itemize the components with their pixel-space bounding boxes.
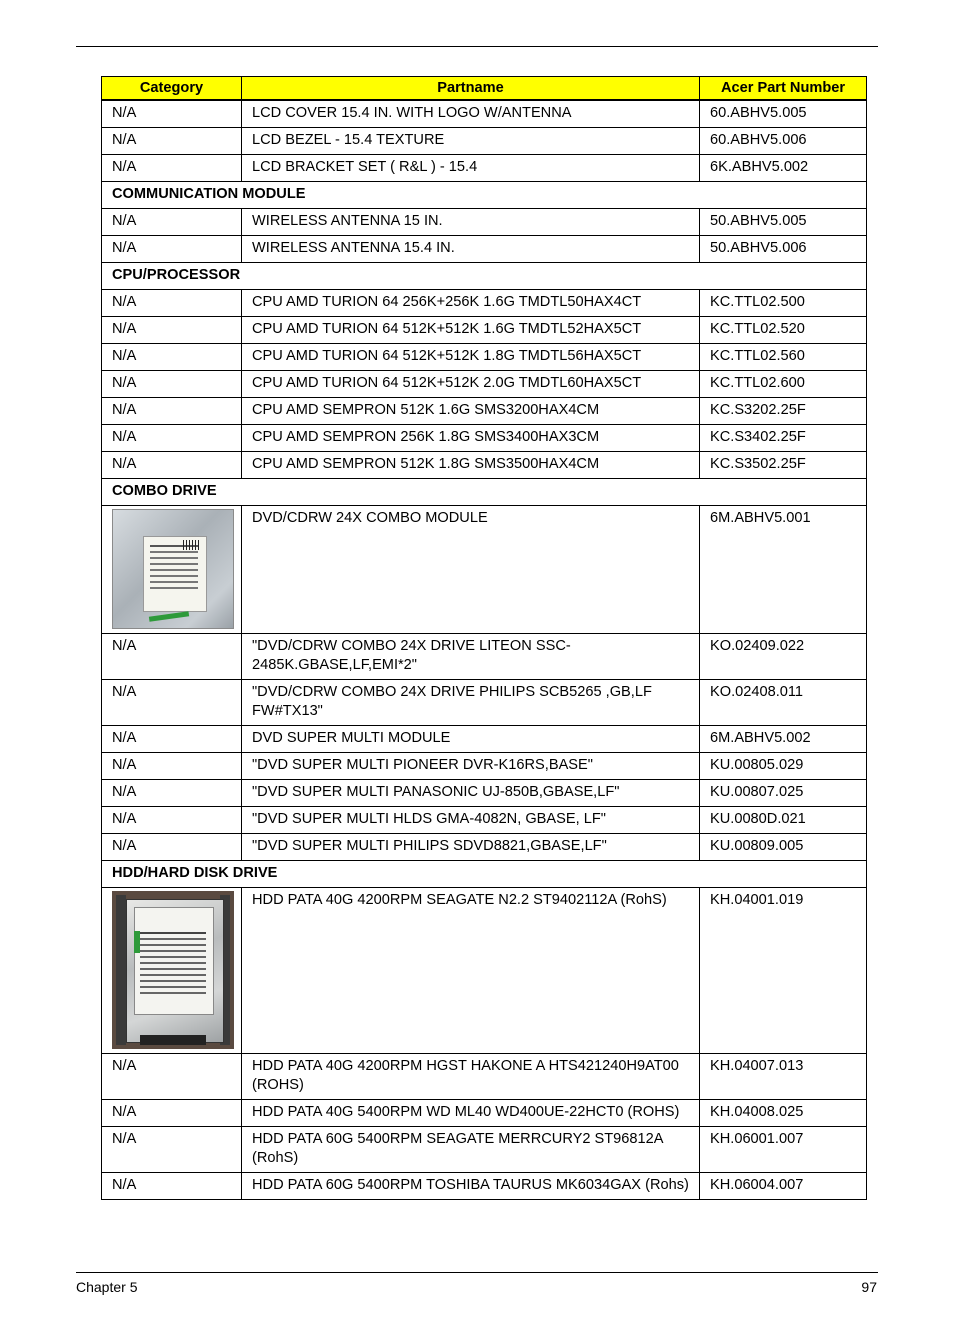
cell-part-number: KO.02409.022	[700, 634, 867, 680]
column-header-partname: Partname	[242, 77, 700, 101]
cell-part-number: KC.S3202.25F	[700, 398, 867, 425]
section-row-combo-drive	[102, 479, 867, 506]
cell-partname: "DVD/CDRW COMBO 24X DRIVE PHILIPS SCB5265 ,GB,LF FW#TX13"	[242, 680, 700, 726]
table-row	[102, 425, 867, 452]
cell-part-number: KU.0080D.021	[700, 807, 867, 834]
table-row	[102, 100, 867, 128]
column-header-part-number: Acer Part Number	[700, 77, 867, 101]
cell-part-number: 6M.ABHV5.002	[700, 726, 867, 753]
table-row	[102, 344, 867, 371]
cell-category: N/A	[102, 753, 242, 780]
cell-partname: CPU AMD SEMPRON 512K 1.6G SMS3200HAX4CM	[242, 398, 700, 425]
table-row	[102, 290, 867, 317]
cell-partname: CPU AMD TURION 64 512K+512K 2.0G TMDTL60HAX5CT	[242, 371, 700, 398]
table-row-with-image	[102, 506, 867, 634]
cell-partname: CPU AMD SEMPRON 256K 1.8G SMS3400HAX3CM	[242, 425, 700, 452]
cell-part-number: KH.06001.007	[700, 1127, 867, 1173]
cell-partname: "DVD SUPER MULTI PHILIPS SDVD8821,GBASE,LF"	[242, 834, 700, 861]
section-title: HDD/HARD DISK DRIVE	[102, 861, 867, 888]
hard-disk-photo	[112, 891, 234, 1049]
table-row	[102, 726, 867, 753]
cell-part-number: KC.S3402.25F	[700, 425, 867, 452]
table-row	[102, 780, 867, 807]
table-row	[102, 317, 867, 344]
cell-partname: HDD PATA 40G 4200RPM HGST HAKONE A HTS421240H9AT00 (ROHS)	[242, 1054, 700, 1100]
cell-partname: "DVD/CDRW COMBO 24X DRIVE LITEON SSC-2485K.GBASE,LF,EMI*2"	[242, 634, 700, 680]
cell-partname: LCD BEZEL - 15.4 TEXTURE	[242, 128, 700, 155]
cell-part-number: KC.S3502.25F	[700, 452, 867, 479]
cell-category: N/A	[102, 634, 242, 680]
table-row	[102, 452, 867, 479]
cell-category: N/A	[102, 128, 242, 155]
section-title: COMBO DRIVE	[102, 479, 867, 506]
cell-part-number: KC.TTL02.560	[700, 344, 867, 371]
section-row-cpu	[102, 263, 867, 290]
cell-category: N/A	[102, 344, 242, 371]
cell-part-number: 60.ABHV5.005	[700, 100, 867, 128]
parts-table	[101, 76, 867, 1200]
cell-part-number: KU.00807.025	[700, 780, 867, 807]
cell-part-number: KO.02408.011	[700, 680, 867, 726]
table-row	[102, 128, 867, 155]
cell-part-number: KH.06004.007	[700, 1173, 867, 1200]
cell-part-number: KH.04001.019	[700, 888, 867, 1054]
cell-part-number: KH.04008.025	[700, 1100, 867, 1127]
cell-partname: LCD COVER 15.4 IN. WITH LOGO W/ANTENNA	[242, 100, 700, 128]
table-row	[102, 1054, 867, 1100]
cell-category: N/A	[102, 726, 242, 753]
cell-category: N/A	[102, 371, 242, 398]
cell-part-number: 60.ABHV5.006	[700, 128, 867, 155]
cell-category: N/A	[102, 100, 242, 128]
cell-image	[102, 888, 242, 1054]
cell-partname: "DVD SUPER MULTI PANASONIC UJ-850B,GBASE,LF"	[242, 780, 700, 807]
section-title: COMMUNICATION MODULE	[102, 182, 867, 209]
cell-part-number: KU.00809.005	[700, 834, 867, 861]
cell-partname: CPU AMD SEMPRON 512K 1.8G SMS3500HAX4CM	[242, 452, 700, 479]
table-row	[102, 807, 867, 834]
table-row	[102, 398, 867, 425]
cell-partname: LCD BRACKET SET ( R&L ) - 15.4	[242, 155, 700, 182]
cell-part-number: KU.00805.029	[700, 753, 867, 780]
cell-category: N/A	[102, 317, 242, 344]
cell-category: N/A	[102, 236, 242, 263]
cell-part-number: KH.04007.013	[700, 1054, 867, 1100]
footer-page-number: 97	[861, 1279, 877, 1295]
cell-category: N/A	[102, 155, 242, 182]
section-row-hdd	[102, 861, 867, 888]
cell-partname: WIRELESS ANTENNA 15.4 IN.	[242, 236, 700, 263]
cell-part-number: KC.TTL02.520	[700, 317, 867, 344]
cell-part-number: 6M.ABHV5.001	[700, 506, 867, 634]
cell-partname: CPU AMD TURION 64 512K+512K 1.8G TMDTL56HAX5CT	[242, 344, 700, 371]
cell-category: N/A	[102, 209, 242, 236]
cell-category: N/A	[102, 1100, 242, 1127]
column-header-category: Category	[102, 77, 242, 101]
cell-partname: CPU AMD TURION 64 256K+256K 1.6G TMDTL50HAX4CT	[242, 290, 700, 317]
cell-part-number: 50.ABHV5.005	[700, 209, 867, 236]
table-row	[102, 1127, 867, 1173]
cell-partname: DVD SUPER MULTI MODULE	[242, 726, 700, 753]
cell-partname: WIRELESS ANTENNA 15 IN.	[242, 209, 700, 236]
table-row	[102, 155, 867, 182]
cell-partname: DVD/CDRW 24X COMBO MODULE	[242, 506, 700, 634]
cell-partname: HDD PATA 40G 5400RPM WD ML40 WD400UE-22HCT0 (ROHS)	[242, 1100, 700, 1127]
cell-category: N/A	[102, 290, 242, 317]
cell-part-number: 50.ABHV5.006	[700, 236, 867, 263]
footer-rule	[76, 1272, 878, 1273]
combo-drive-photo	[112, 509, 234, 629]
table-row-with-image	[102, 888, 867, 1054]
cell-partname: "DVD SUPER MULTI HLDS GMA-4082N, GBASE, LF"	[242, 807, 700, 834]
table-row	[102, 209, 867, 236]
cell-category: N/A	[102, 680, 242, 726]
cell-category: N/A	[102, 425, 242, 452]
cell-category: N/A	[102, 1127, 242, 1173]
table-row	[102, 753, 867, 780]
table-header-row	[102, 77, 867, 101]
table-row	[102, 834, 867, 861]
cell-category: N/A	[102, 834, 242, 861]
cell-category: N/A	[102, 1173, 242, 1200]
cell-category: N/A	[102, 780, 242, 807]
cell-partname: CPU AMD TURION 64 512K+512K 1.6G TMDTL52HAX5CT	[242, 317, 700, 344]
cell-partname: "DVD SUPER MULTI PIONEER DVR-K16RS,BASE"	[242, 753, 700, 780]
cell-category: N/A	[102, 1054, 242, 1100]
cell-image	[102, 506, 242, 634]
table-row	[102, 1100, 867, 1127]
section-row-communication	[102, 182, 867, 209]
footer-chapter: Chapter 5	[76, 1279, 138, 1295]
cell-part-number: 6K.ABHV5.002	[700, 155, 867, 182]
header-rule	[76, 46, 878, 47]
table-row	[102, 1173, 867, 1200]
cell-partname: HDD PATA 60G 5400RPM SEAGATE MERRCURY2 ST96812A (RohS)	[242, 1127, 700, 1173]
table-row	[102, 236, 867, 263]
cell-category: N/A	[102, 398, 242, 425]
table-row	[102, 680, 867, 726]
section-title: CPU/PROCESSOR	[102, 263, 867, 290]
cell-category: N/A	[102, 452, 242, 479]
cell-part-number: KC.TTL02.600	[700, 371, 867, 398]
cell-partname: HDD PATA 40G 4200RPM SEAGATE N2.2 ST9402112A (RohS)	[242, 888, 700, 1054]
cell-category: N/A	[102, 807, 242, 834]
table-row	[102, 371, 867, 398]
cell-partname: HDD PATA 60G 5400RPM TOSHIBA TAURUS MK6034GAX (Rohs)	[242, 1173, 700, 1200]
table-row	[102, 634, 867, 680]
cell-part-number: KC.TTL02.500	[700, 290, 867, 317]
